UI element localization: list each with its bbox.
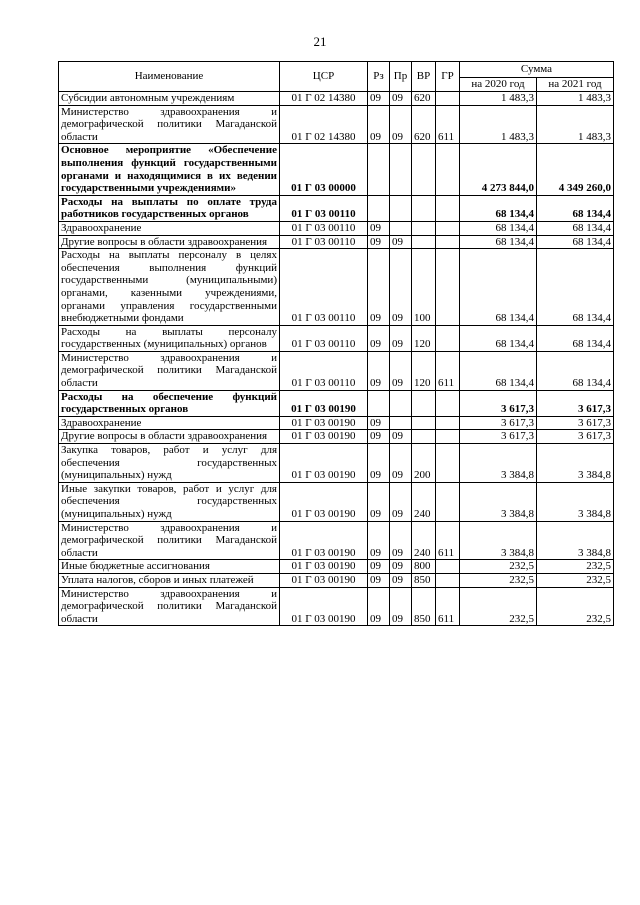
table-row bbox=[59, 351, 614, 390]
row-csr: 01 Г 03 00110 bbox=[280, 195, 368, 221]
row-pr: 09 bbox=[390, 573, 412, 587]
row-pr bbox=[390, 390, 412, 416]
row-rz: 09 bbox=[368, 430, 390, 444]
header-pr: Пр bbox=[390, 62, 412, 92]
row-name: Расходы на выплаты по оплате труда работников государственных органов bbox=[59, 195, 280, 221]
row-sum-2021: 68 134,4 bbox=[537, 249, 614, 326]
row-pr: 09 bbox=[390, 325, 412, 351]
row-name: Уплата налогов, сборов и иных платежей bbox=[59, 573, 280, 587]
row-csr: 01 Г 03 00190 bbox=[280, 390, 368, 416]
header-name: Наименование bbox=[59, 62, 280, 92]
row-name: Иные закупки товаров, работ и услуг для обеспечения государственных (муниципальных) нужд bbox=[59, 482, 280, 521]
row-gr bbox=[436, 235, 460, 249]
table-row bbox=[59, 560, 614, 574]
row-gr bbox=[436, 482, 460, 521]
row-pr: 09 bbox=[390, 482, 412, 521]
row-vr: 240 bbox=[412, 482, 436, 521]
row-name: Здравоохранение bbox=[59, 221, 280, 235]
row-name: Министерство здравоохранения и демографической политики Магаданской области bbox=[59, 521, 280, 560]
row-csr: 01 Г 03 00190 bbox=[280, 444, 368, 483]
row-csr: 01 Г 02 14380 bbox=[280, 105, 368, 144]
row-name: Министерство здравоохранения и демографической политики Магаданской области bbox=[59, 351, 280, 390]
row-csr: 01 Г 03 00190 bbox=[280, 521, 368, 560]
table-body bbox=[59, 92, 614, 626]
table-row bbox=[59, 521, 614, 560]
row-sum-2021: 1 483,3 bbox=[537, 92, 614, 106]
row-sum-2020: 68 134,4 bbox=[460, 351, 537, 390]
row-sum-2020: 1 483,3 bbox=[460, 92, 537, 106]
row-gr: 611 bbox=[436, 587, 460, 626]
row-csr: 01 Г 03 00110 bbox=[280, 249, 368, 326]
table-row bbox=[59, 587, 614, 626]
row-sum-2020: 3 617,3 bbox=[460, 390, 537, 416]
row-sum-2021: 3 617,3 bbox=[537, 390, 614, 416]
row-csr: 01 Г 03 00110 bbox=[280, 351, 368, 390]
row-pr: 09 bbox=[390, 430, 412, 444]
row-pr: 09 bbox=[390, 249, 412, 326]
row-sum-2021: 4 349 260,0 bbox=[537, 144, 614, 195]
row-csr: 01 Г 03 00000 bbox=[280, 144, 368, 195]
budget-table bbox=[58, 61, 614, 626]
row-rz bbox=[368, 195, 390, 221]
row-sum-2020: 68 134,4 bbox=[460, 195, 537, 221]
row-sum-2021: 3 384,8 bbox=[537, 521, 614, 560]
table-row bbox=[59, 416, 614, 430]
row-name: Закупка товаров, работ и услуг для обеспечения государственных (муниципальных) нужд bbox=[59, 444, 280, 483]
header-csr: ЦСР bbox=[280, 62, 368, 92]
header-sum: Сумма bbox=[460, 62, 614, 78]
header-year-2020: на 2020 год bbox=[460, 78, 537, 92]
header-gr: ГР bbox=[436, 62, 460, 92]
row-sum-2020: 68 134,4 bbox=[460, 249, 537, 326]
row-gr bbox=[436, 430, 460, 444]
row-pr: 09 bbox=[390, 444, 412, 483]
table-row bbox=[59, 325, 614, 351]
row-rz: 09 bbox=[368, 235, 390, 249]
row-gr bbox=[436, 144, 460, 195]
row-vr: 620 bbox=[412, 105, 436, 144]
row-name: Министерство здравоохранения и демографической политики Магаданской области bbox=[59, 587, 280, 626]
table-row bbox=[59, 144, 614, 195]
row-name: Другие вопросы в области здравоохранения bbox=[59, 430, 280, 444]
row-gr bbox=[436, 325, 460, 351]
row-gr bbox=[436, 92, 460, 106]
row-csr: 01 Г 03 00190 bbox=[280, 430, 368, 444]
row-rz bbox=[368, 144, 390, 195]
row-name: Расходы на выплаты персоналу государственных (муниципальных) органов bbox=[59, 325, 280, 351]
row-pr: 09 bbox=[390, 92, 412, 106]
row-sum-2020: 68 134,4 bbox=[460, 235, 537, 249]
row-vr: 240 bbox=[412, 521, 436, 560]
row-gr bbox=[436, 195, 460, 221]
row-pr bbox=[390, 195, 412, 221]
row-csr: 01 Г 03 00190 bbox=[280, 587, 368, 626]
row-csr: 01 Г 03 00110 bbox=[280, 235, 368, 249]
row-name: Здравоохранение bbox=[59, 416, 280, 430]
row-sum-2020: 3 384,8 bbox=[460, 482, 537, 521]
row-csr: 01 Г 03 00190 bbox=[280, 573, 368, 587]
row-vr bbox=[412, 416, 436, 430]
row-sum-2021: 3 384,8 bbox=[537, 482, 614, 521]
row-gr bbox=[436, 573, 460, 587]
row-pr: 09 bbox=[390, 235, 412, 249]
row-sum-2020: 3 617,3 bbox=[460, 416, 537, 430]
row-gr bbox=[436, 416, 460, 430]
row-vr: 120 bbox=[412, 325, 436, 351]
row-csr: 01 Г 02 14380 bbox=[280, 92, 368, 106]
table-header bbox=[59, 62, 614, 92]
row-vr bbox=[412, 144, 436, 195]
row-gr: 611 bbox=[436, 521, 460, 560]
table-row bbox=[59, 390, 614, 416]
row-sum-2021: 68 134,4 bbox=[537, 351, 614, 390]
table-row bbox=[59, 430, 614, 444]
header-vr: ВР bbox=[412, 62, 436, 92]
row-vr: 120 bbox=[412, 351, 436, 390]
row-sum-2020: 232,5 bbox=[460, 560, 537, 574]
row-csr: 01 Г 03 00190 bbox=[280, 482, 368, 521]
row-rz: 09 bbox=[368, 560, 390, 574]
row-pr bbox=[390, 221, 412, 235]
row-sum-2021: 68 134,4 bbox=[537, 325, 614, 351]
row-gr: 611 bbox=[436, 105, 460, 144]
row-pr: 09 bbox=[390, 351, 412, 390]
row-sum-2021: 3 384,8 bbox=[537, 444, 614, 483]
row-gr bbox=[436, 221, 460, 235]
row-sum-2020: 3 384,8 bbox=[460, 444, 537, 483]
table-row bbox=[59, 573, 614, 587]
row-csr: 01 Г 03 00190 bbox=[280, 560, 368, 574]
row-sum-2021: 68 134,4 bbox=[537, 235, 614, 249]
row-sum-2021: 232,5 bbox=[537, 560, 614, 574]
table-row bbox=[59, 482, 614, 521]
row-vr bbox=[412, 235, 436, 249]
row-rz: 09 bbox=[368, 482, 390, 521]
row-rz: 09 bbox=[368, 573, 390, 587]
row-sum-2020: 232,5 bbox=[460, 587, 537, 626]
row-rz: 09 bbox=[368, 325, 390, 351]
row-rz: 09 bbox=[368, 221, 390, 235]
row-sum-2021: 68 134,4 bbox=[537, 195, 614, 221]
row-rz: 09 bbox=[368, 416, 390, 430]
row-vr: 100 bbox=[412, 249, 436, 326]
row-sum-2021: 232,5 bbox=[537, 587, 614, 626]
row-sum-2020: 232,5 bbox=[460, 573, 537, 587]
row-pr: 09 bbox=[390, 560, 412, 574]
row-sum-2021: 68 134,4 bbox=[537, 221, 614, 235]
row-name: Расходы на выплаты персоналу в целях обеспечения выполнения функций государственными (муниципальными) органами, казенными учреждениями, органами управления государственными внебюджетными фондами bbox=[59, 249, 280, 326]
header-year-2021: на 2021 год bbox=[537, 78, 614, 92]
row-rz: 09 bbox=[368, 444, 390, 483]
row-name: Расходы на обеспечение функций государственных органов bbox=[59, 390, 280, 416]
row-rz bbox=[368, 390, 390, 416]
row-vr bbox=[412, 390, 436, 416]
row-rz: 09 bbox=[368, 587, 390, 626]
row-gr bbox=[436, 390, 460, 416]
row-sum-2020: 3 384,8 bbox=[460, 521, 537, 560]
row-pr: 09 bbox=[390, 105, 412, 144]
row-name: Субсидии автономным учреждениям bbox=[59, 92, 280, 106]
row-vr: 620 bbox=[412, 92, 436, 106]
row-rz: 09 bbox=[368, 105, 390, 144]
row-pr: 09 bbox=[390, 521, 412, 560]
row-vr bbox=[412, 221, 436, 235]
table-row bbox=[59, 444, 614, 483]
table-row bbox=[59, 195, 614, 221]
row-csr: 01 Г 03 00190 bbox=[280, 416, 368, 430]
table-row bbox=[59, 221, 614, 235]
row-vr: 200 bbox=[412, 444, 436, 483]
table-row bbox=[59, 249, 614, 326]
row-sum-2020: 68 134,4 bbox=[460, 325, 537, 351]
row-pr bbox=[390, 144, 412, 195]
row-rz: 09 bbox=[368, 249, 390, 326]
row-vr: 800 bbox=[412, 560, 436, 574]
row-csr: 01 Г 03 00110 bbox=[280, 221, 368, 235]
row-name: Другие вопросы в области здравоохранения bbox=[59, 235, 280, 249]
row-sum-2021: 3 617,3 bbox=[537, 430, 614, 444]
table-row bbox=[59, 105, 614, 144]
row-sum-2021: 3 617,3 bbox=[537, 416, 614, 430]
table-row bbox=[59, 235, 614, 249]
row-pr bbox=[390, 416, 412, 430]
table-row bbox=[59, 92, 614, 106]
row-sum-2021: 232,5 bbox=[537, 573, 614, 587]
row-name: Иные бюджетные ассигнования bbox=[59, 560, 280, 574]
row-rz: 09 bbox=[368, 92, 390, 106]
row-gr: 611 bbox=[436, 351, 460, 390]
row-sum-2020: 4 273 844,0 bbox=[460, 144, 537, 195]
row-vr: 850 bbox=[412, 573, 436, 587]
row-pr: 09 bbox=[390, 587, 412, 626]
row-vr bbox=[412, 195, 436, 221]
row-gr bbox=[436, 444, 460, 483]
row-sum-2020: 1 483,3 bbox=[460, 105, 537, 144]
header-rz: Рз bbox=[368, 62, 390, 92]
row-csr: 01 Г 03 00110 bbox=[280, 325, 368, 351]
row-sum-2021: 1 483,3 bbox=[537, 105, 614, 144]
row-vr: 850 bbox=[412, 587, 436, 626]
row-name: Министерство здравоохранения и демографической политики Магаданской области bbox=[59, 105, 280, 144]
row-gr bbox=[436, 560, 460, 574]
page-number: 21 bbox=[313, 34, 327, 49]
row-rz: 09 bbox=[368, 351, 390, 390]
row-sum-2020: 68 134,4 bbox=[460, 221, 537, 235]
row-sum-2020: 3 617,3 bbox=[460, 430, 537, 444]
row-name: Основное мероприятие «Обеспечение выполнения функций государственными органами и находящимися в их ведении государственными учреждениями» bbox=[59, 144, 280, 195]
row-gr bbox=[436, 249, 460, 326]
row-vr bbox=[412, 430, 436, 444]
row-rz: 09 bbox=[368, 521, 390, 560]
